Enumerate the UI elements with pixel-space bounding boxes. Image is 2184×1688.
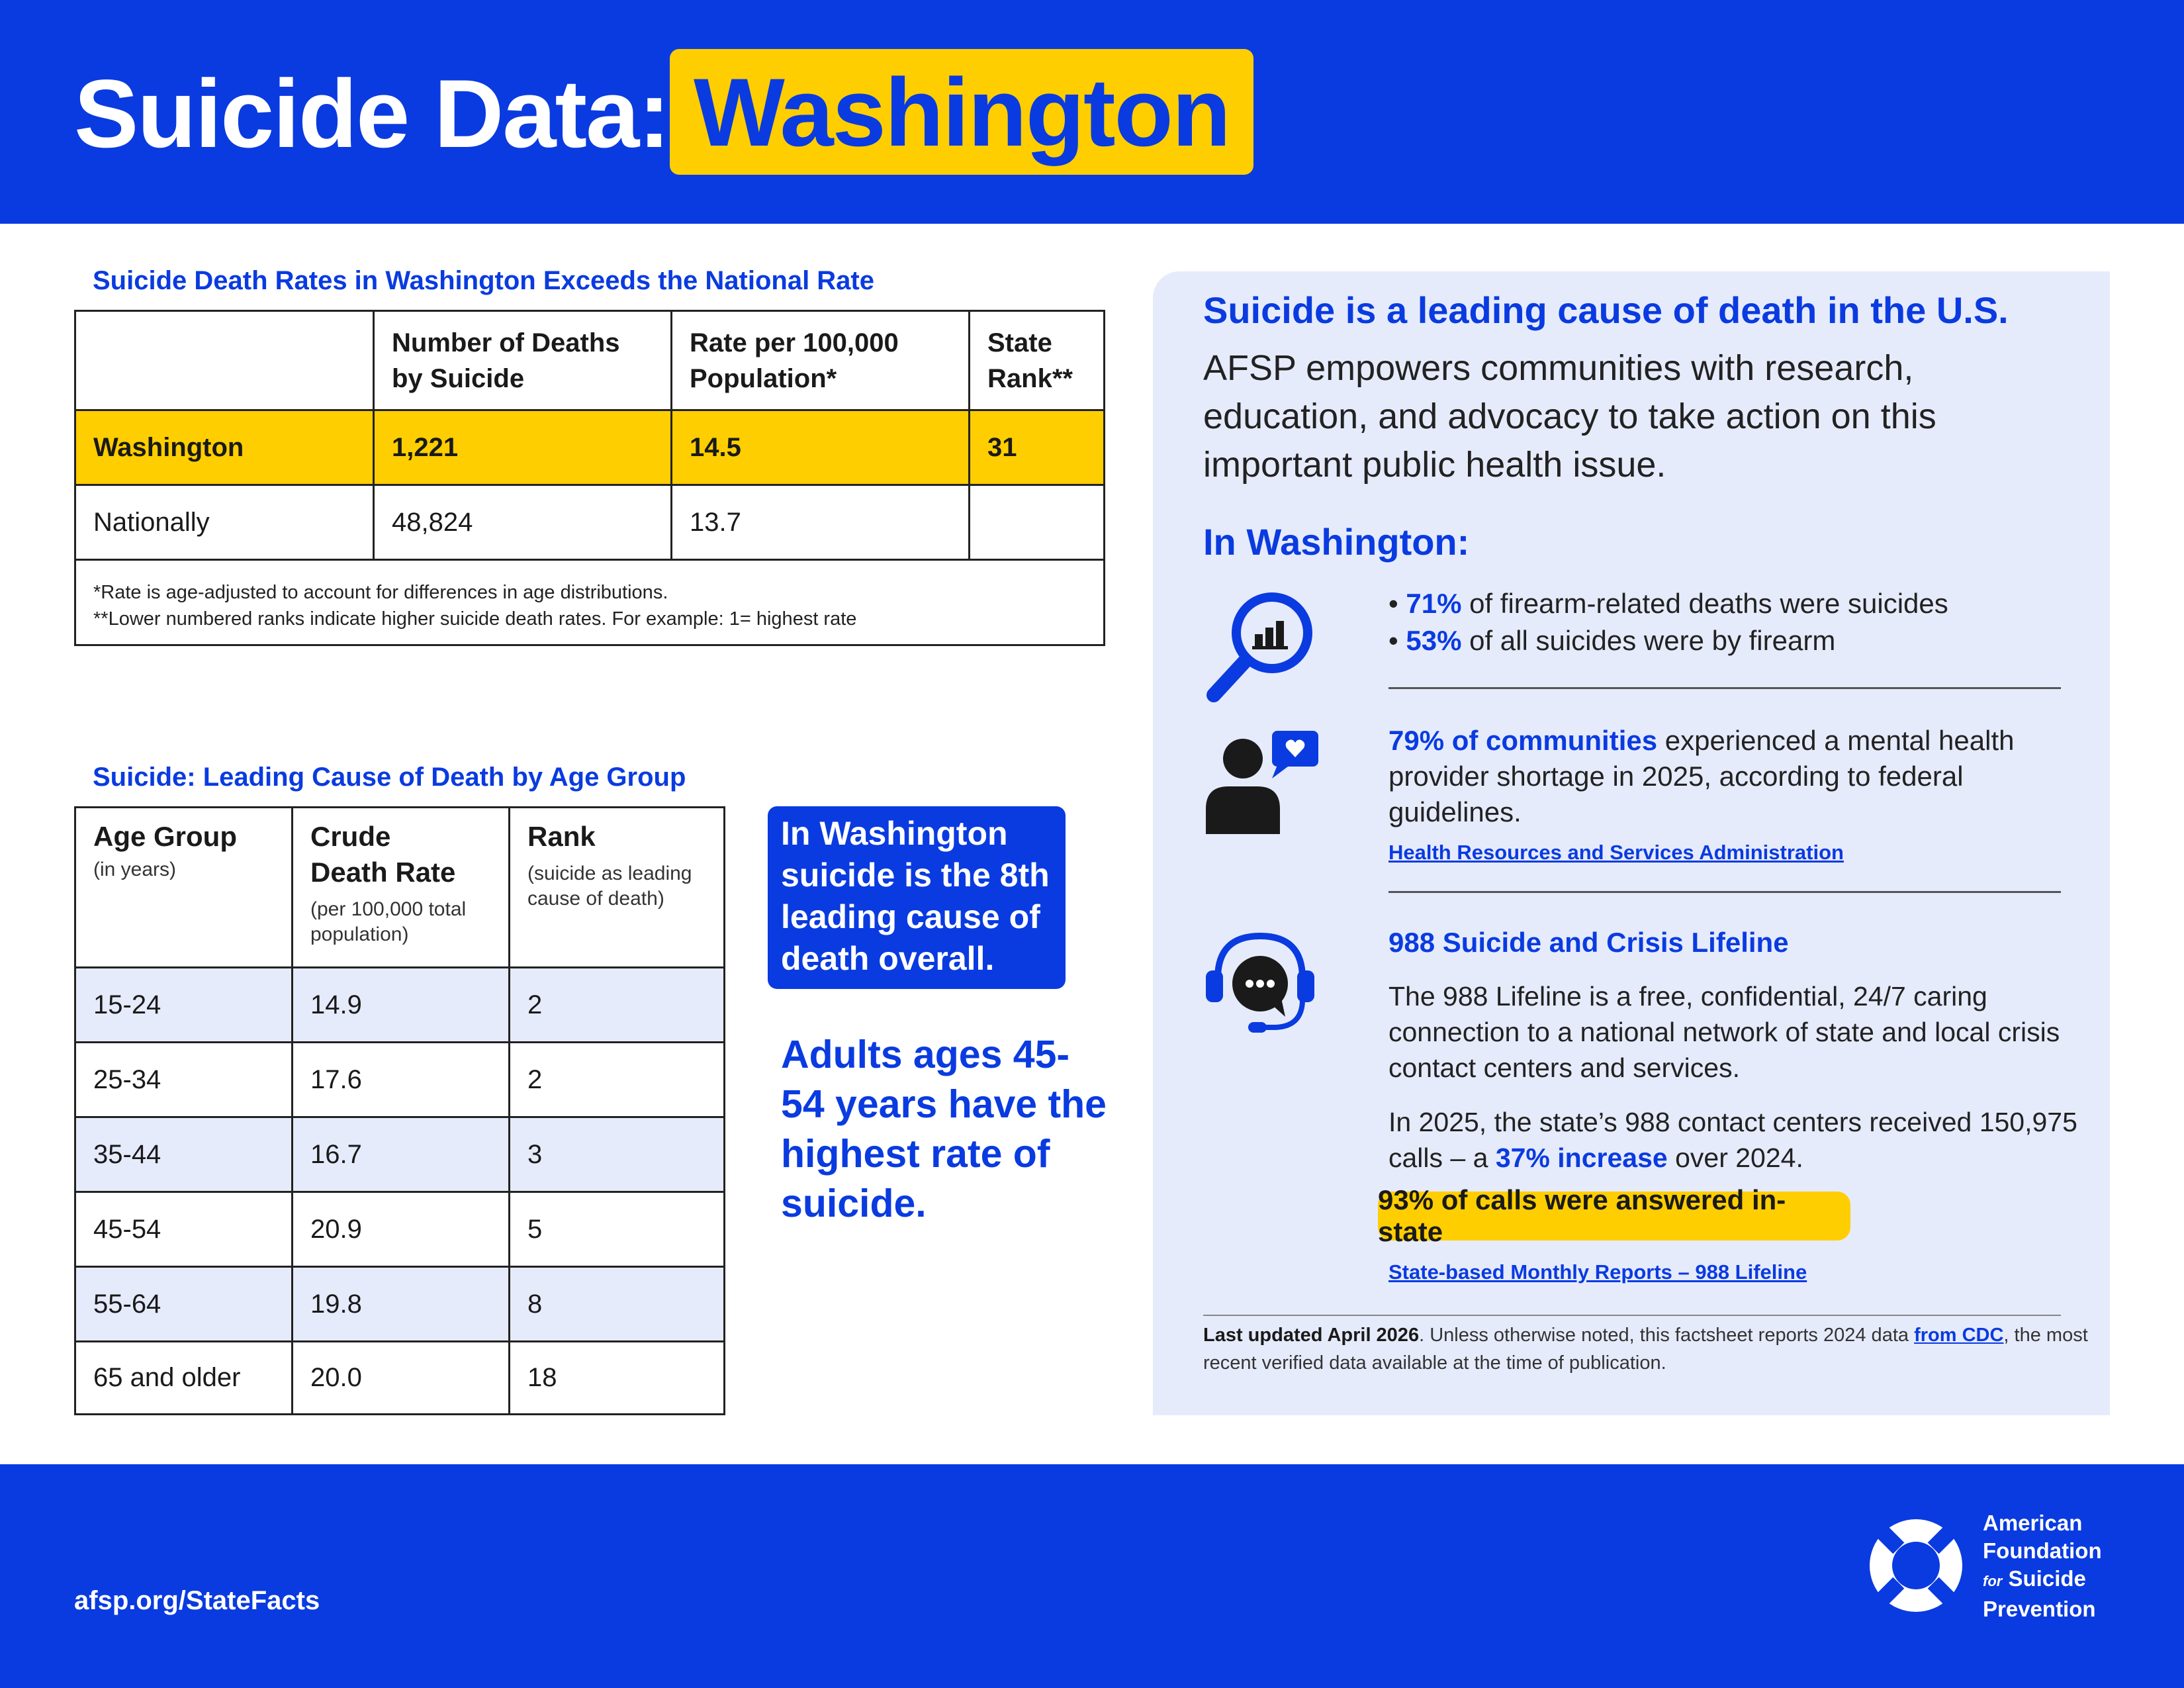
lifeline-description: The 988 Lifeline is a free, confidential, 24/7 caring connection to a national network of state and local crisis contact centers and services. bbox=[1388, 981, 2060, 1083]
cell-age: 55-64 bbox=[76, 1268, 293, 1340]
cdc-link[interactable]: from CDC bbox=[1914, 1325, 2004, 1346]
header-text: Rate per 100,000 bbox=[690, 328, 899, 357]
highest-rate-callout: Adults ages 45-54 years have the highest rate of suicide. bbox=[781, 1033, 1107, 1225]
cell-rank: 2 bbox=[527, 990, 543, 1019]
table-row bbox=[76, 968, 723, 1043]
footer-url[interactable]: afsp.org/StateFacts bbox=[74, 1586, 320, 1615]
stat-value: 79% of communities bbox=[1388, 725, 1658, 756]
table-header-row bbox=[76, 808, 723, 968]
cell-age: 15-24 bbox=[76, 968, 293, 1041]
cell-age: 65 and older bbox=[76, 1342, 293, 1413]
table-row bbox=[76, 1342, 723, 1413]
footnote bbox=[1203, 1321, 2090, 1377]
header-cell-rate bbox=[293, 808, 510, 966]
org-name bbox=[1983, 1509, 2102, 1623]
table-row bbox=[76, 1193, 723, 1268]
footnote-text: . Unless otherwise noted, this factsheet reports 2024 data bbox=[1419, 1325, 1909, 1346]
org-name-word: Suicide bbox=[2008, 1566, 2086, 1591]
note-rank: **Lower numbered ranks indicate higher suicide death rates. For example: 1= highest rate bbox=[93, 608, 857, 630]
table-header-row bbox=[76, 312, 1103, 411]
communities-stat bbox=[1388, 723, 2050, 866]
header-text: Population* bbox=[690, 364, 837, 393]
table-row bbox=[76, 1268, 723, 1342]
cell-rank: 3 bbox=[527, 1139, 543, 1169]
hrsa-link[interactable]: Health Resources and Services Administration bbox=[1388, 841, 1844, 864]
row-label: Nationally bbox=[76, 486, 375, 559]
row-rank: 31 bbox=[987, 432, 1017, 462]
header-text: Age Group bbox=[93, 821, 237, 852]
header-cell-rank bbox=[510, 808, 723, 966]
list-item bbox=[1388, 622, 1948, 659]
divider bbox=[1388, 687, 2061, 689]
lifebuoy-logo-icon bbox=[1866, 1516, 1966, 1615]
table-row-national bbox=[76, 486, 1103, 561]
state-name: Washington bbox=[694, 58, 1230, 166]
panel-intro: AFSP empowers communities with research, education, and advocacy to take action on this important public health issue. bbox=[1203, 348, 1936, 485]
info-panel bbox=[1153, 271, 2110, 1415]
magnifier-chart-icon bbox=[1203, 589, 1316, 708]
headset-chat-icon bbox=[1203, 927, 1322, 1039]
table-row-state bbox=[76, 411, 1103, 486]
header-cell-rate bbox=[672, 312, 970, 409]
cell-rate: 17.6 bbox=[293, 1043, 510, 1116]
age-table bbox=[74, 806, 725, 1415]
cell-rank: 18 bbox=[527, 1363, 557, 1392]
header-text: State bbox=[987, 328, 1052, 357]
org-for: for bbox=[1983, 1573, 2003, 1589]
header-text: Number of Deaths bbox=[392, 328, 620, 357]
calls-stat bbox=[1388, 1104, 2090, 1176]
header-text: Death Rate bbox=[310, 857, 456, 888]
rates-table bbox=[74, 310, 1105, 646]
row-label: Washington bbox=[76, 411, 375, 484]
stat-value: 53% bbox=[1406, 625, 1462, 656]
cell-rate: 20.9 bbox=[293, 1193, 510, 1266]
header-text: Crude bbox=[310, 821, 391, 852]
answered-text: 93% of calls were answered in-state bbox=[1378, 1184, 1786, 1247]
note-rate: *Rate is age-adjusted to account for differences in age distributions. bbox=[93, 582, 668, 603]
org-name-line bbox=[1983, 1565, 2102, 1595]
reports-link[interactable]: State-based Monthly Reports – 988 Lifeline bbox=[1388, 1260, 1807, 1284]
cell-rate: 19.8 bbox=[293, 1268, 510, 1340]
row-rate: 14.5 bbox=[672, 411, 970, 484]
row-rank bbox=[970, 486, 1103, 559]
stat-text: of all suicides were by firearm bbox=[1469, 625, 1836, 656]
row-deaths: 1,221 bbox=[375, 411, 672, 484]
answered-highlight bbox=[1378, 1184, 1850, 1247]
row-rate: 13.7 bbox=[672, 486, 970, 559]
leading-cause-callout bbox=[768, 806, 1066, 989]
panel-heading: Suicide is a leading cause of death in the U.S. bbox=[1203, 289, 2009, 331]
header-subtext: (in years) bbox=[93, 859, 177, 880]
header-text: by Suicide bbox=[392, 364, 525, 393]
header-cell-rank bbox=[970, 312, 1103, 409]
page-title: Suicide Data: bbox=[74, 60, 669, 167]
divider bbox=[1388, 891, 2061, 893]
state-highlight bbox=[670, 49, 1253, 175]
header-banner bbox=[0, 0, 2184, 224]
state-subheading: In Washington: bbox=[1203, 521, 1470, 563]
cell-rank: 5 bbox=[527, 1214, 543, 1244]
lifeline-title: 988 Suicide and Crisis Lifeline bbox=[1388, 927, 1789, 958]
footnote-date: Last updated April 2026 bbox=[1203, 1325, 1420, 1346]
stat-text: of firearm-related deaths were suicides bbox=[1469, 588, 1948, 619]
stat-value: 71% bbox=[1406, 588, 1462, 619]
cell-age: 35-44 bbox=[76, 1118, 293, 1191]
leading-cause-text: In Washington suicide is the 8th leading cause of death overall. bbox=[781, 815, 1050, 977]
footnote-text: , the most recent verified data available at the time of publication. bbox=[1203, 1325, 2088, 1374]
header-subtext: (per 100,000 total population) bbox=[310, 898, 467, 945]
cell-rate: 14.9 bbox=[293, 968, 510, 1041]
org-name-line: Foundation bbox=[1983, 1538, 2102, 1563]
list-item bbox=[1388, 585, 1948, 622]
person-heart-chat-icon bbox=[1203, 728, 1322, 841]
table-row bbox=[76, 1118, 723, 1193]
header-cell-empty bbox=[76, 312, 375, 409]
header-text: Rank bbox=[527, 821, 596, 852]
org-name-line: American bbox=[1983, 1511, 2083, 1535]
calls-increase: 37% increase bbox=[1495, 1143, 1668, 1173]
header-cell-age bbox=[76, 808, 293, 966]
org-name-line: Prevention bbox=[1983, 1597, 2096, 1621]
header-subtext: (suicide as leading cause of death) bbox=[527, 863, 692, 910]
rates-table-title: Suicide Death Rates in Washington Exceeds the National Rate bbox=[93, 266, 874, 295]
cell-rank: 8 bbox=[527, 1289, 543, 1319]
calls-text: In 2025, the state’s 988 contact centers received 150,975 calls – a bbox=[1388, 1107, 2077, 1173]
calls-text: over 2024. bbox=[1675, 1143, 1803, 1173]
cell-rank: 2 bbox=[527, 1064, 543, 1094]
age-table-title: Suicide: Leading Cause of Death by Age Group bbox=[93, 763, 686, 792]
firearm-stats bbox=[1388, 585, 1948, 659]
divider bbox=[1203, 1315, 2061, 1316]
cell-rate: 20.0 bbox=[293, 1342, 510, 1413]
cell-age: 45-54 bbox=[76, 1193, 293, 1266]
row-deaths: 48,824 bbox=[375, 486, 672, 559]
cell-age: 25-34 bbox=[76, 1043, 293, 1116]
reports-link-wrap bbox=[1388, 1260, 1807, 1284]
cell-rate: 16.7 bbox=[293, 1118, 510, 1191]
stat-text: experienced a mental health provider shortage in 2025, according to federal guidelines. bbox=[1388, 725, 2015, 827]
table-notes bbox=[93, 579, 856, 632]
header-cell-deaths bbox=[375, 312, 672, 409]
table-row bbox=[76, 1043, 723, 1118]
footer-banner bbox=[0, 1464, 2184, 1688]
header-text: Rank** bbox=[987, 364, 1073, 393]
